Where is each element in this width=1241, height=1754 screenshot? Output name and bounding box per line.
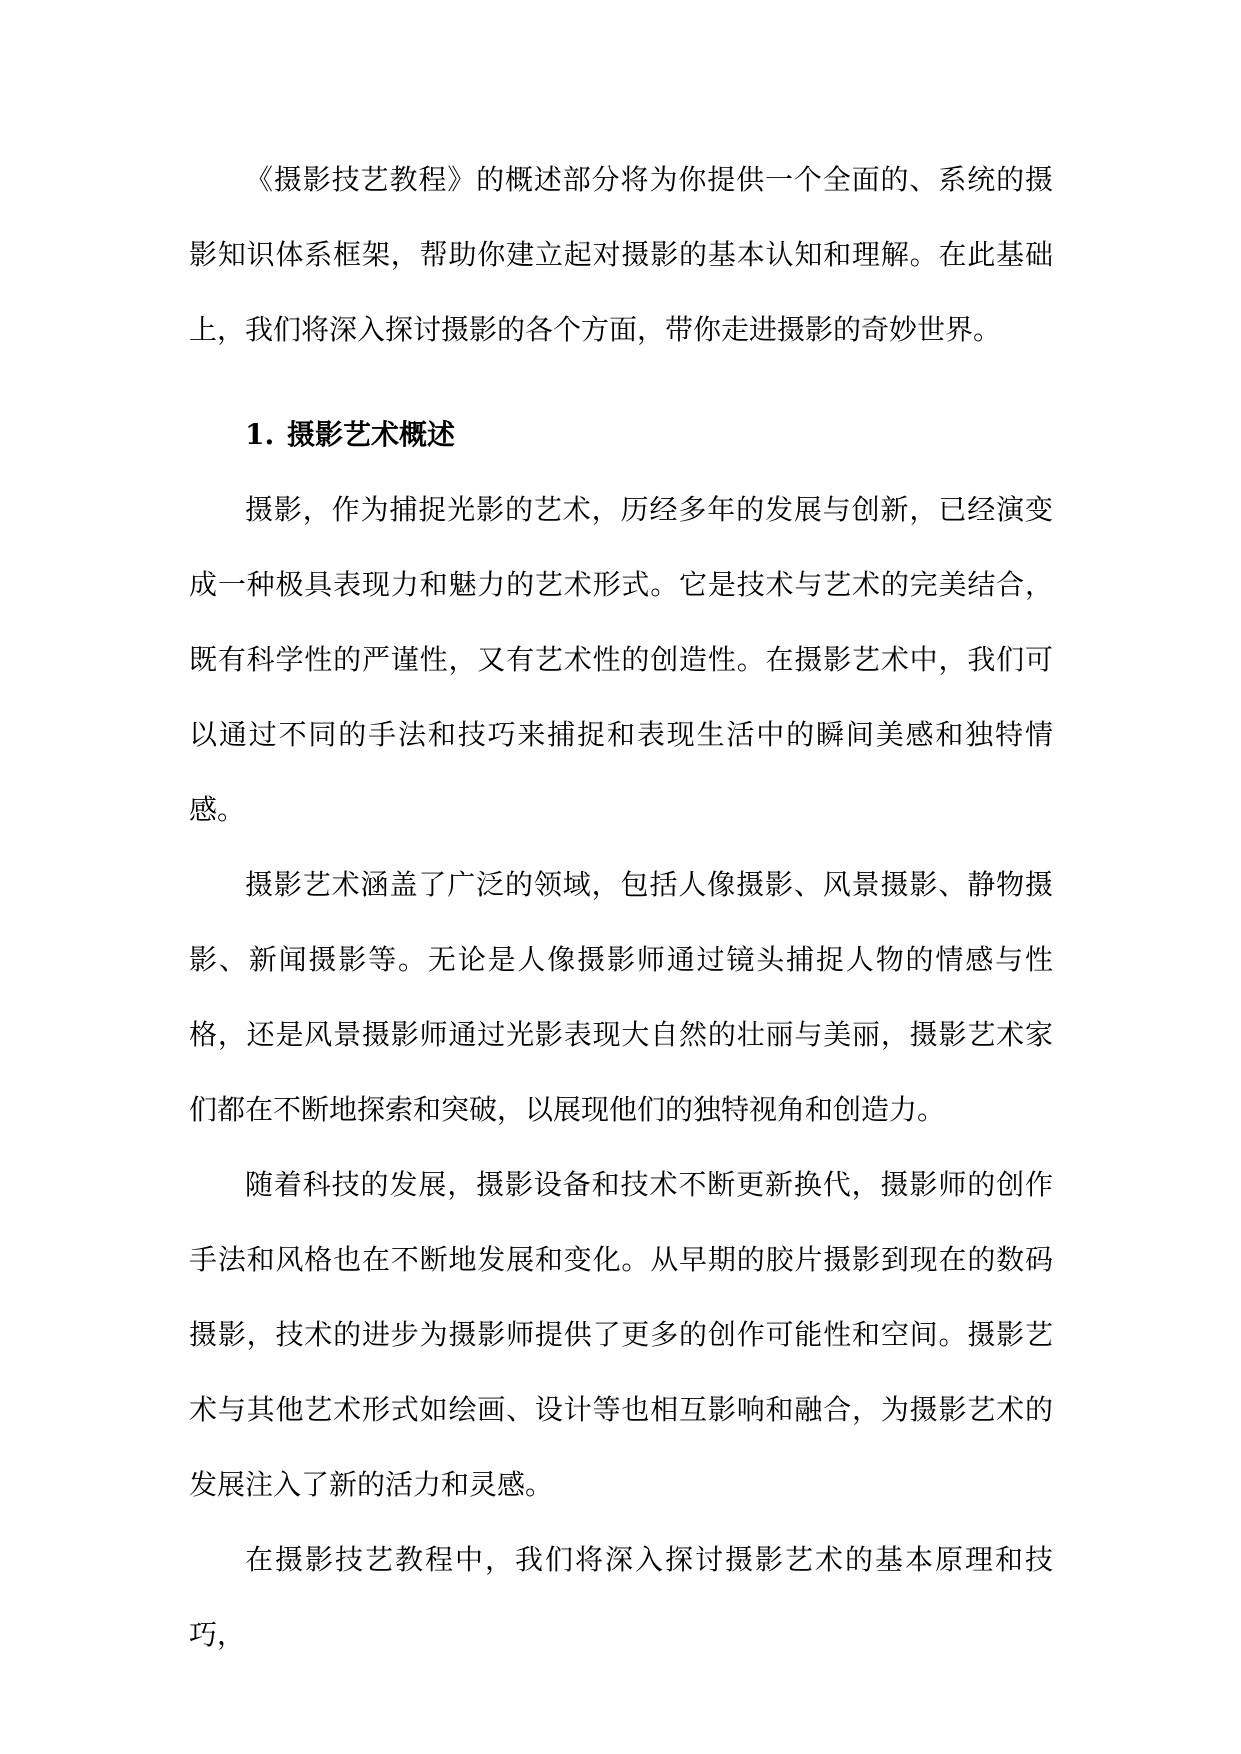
document-body [189,142,1053,1672]
section-title: 摄影艺术概述 [287,418,456,451]
body-paragraph: 摄影，作为捕捉光影的艺术，历经多年的发展与创新，已经演变成一种极具表现力和魅力的艺术形式。它是技术与艺术的完美结合，既有科学性的严谨性，又有艺术性的创造性。在摄影艺术中，我们可以通过不同的手法和技巧来捕捉和表现生活中的瞬间美感和独特情感。 [189,493,1053,826]
section-number: 1. [245,418,275,451]
body-paragraph: 摄影艺术涵盖了广泛的领域，包括人像摄影、风景摄影、静物摄影、新闻摄影等。无论是人像摄影师通过镜头捕捉人物的情感与性格，还是风景摄影师通过光影表现大自然的壮丽与美丽，摄影艺术家们都在不断地探索和突破，以展现他们的独特视角和创造力。 [189,868,1053,1126]
body-paragraph: 在摄影技艺教程中，我们将深入探讨摄影艺术的基本原理和技巧， [189,1543,1053,1651]
intro-paragraph: 《摄影技艺教程》的概述部分将为你提供一个全面的、系统的摄影知识体系框架，帮助你建立起对摄影的基本认知和理解。在此基础上，我们将深入探讨摄影的各个方面，带你走进摄影的奇妙世界。 [189,163,1053,346]
body-paragraph: 随着科技的发展，摄影设备和技术不断更新换代，摄影师的创作手法和风格也在不断地发展和变化。从早期的胶片摄影到现在的数码摄影，技术的进步为摄影师提供了更多的创作可能性和空间。摄影艺术与其他艺术形式如绘画、设计等也相互影响和融合，为摄影艺术的发展注入了新的活力和灵感。 [189,1168,1053,1501]
section-heading [189,397,1053,472]
